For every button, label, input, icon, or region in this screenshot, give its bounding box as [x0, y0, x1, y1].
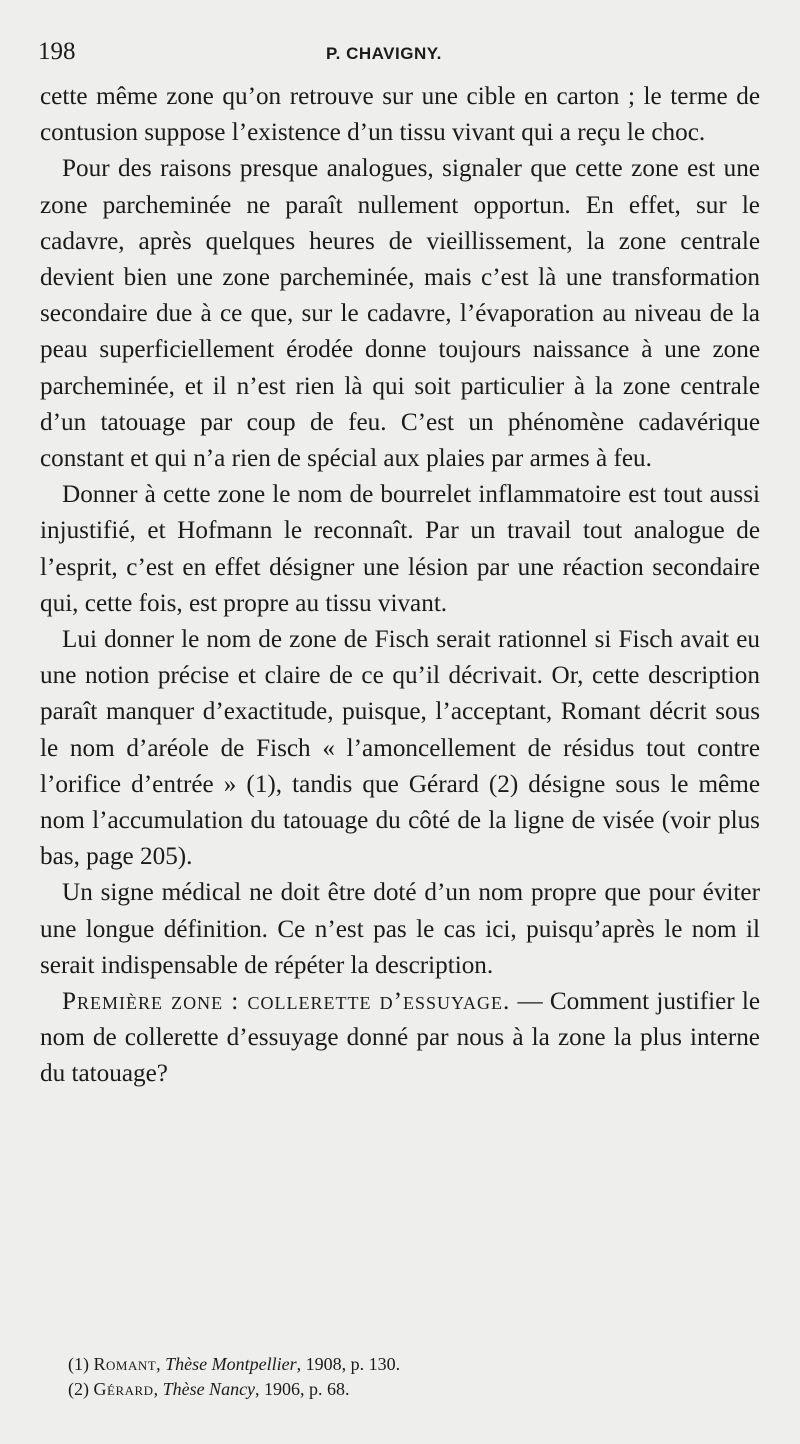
- footnote-separator: ,: [156, 1354, 166, 1374]
- section-text: Comment justifier le nom de collerette d’essuyage donné par nous à la zone la plus interne du tatouage?: [40, 988, 760, 1088]
- paragraph-signe-medical: Un signe médical ne doit être doté d’un nom propre que pour éviter une longue définition. Ce n’est pas le cas ici, puisqu’après le nom il serait indispensable de répéter la description.: [40, 879, 760, 979]
- footnotes: [68, 1352, 748, 1402]
- footnote-author: Gérard: [93, 1379, 154, 1399]
- section-heading: Première zone : collerette d’essuyage.: [62, 988, 511, 1016]
- footnote-1: [68, 1352, 748, 1377]
- footnote-rest: , 1906, p. 68.: [255, 1379, 350, 1399]
- footnote-title: Thèse Montpellier: [165, 1354, 297, 1374]
- paragraph-zone-de-fisch: Lui donner le nom de zone de Fisch serait rationnel si Fisch avait eu une notion précise et claire de ce qu’il décrivait. Or, cette description paraît manquer d’exactitude, puisque, l’acceptant, Romant décrit sous le nom d’aréole de Fisch « l’amoncellement de résidus tout contre l’orifice d’entrée » (1), tandis que Gérard (2) désigne sous le même nom l’accumulation du tatouage du côté de la ligne de visée (voir plus bas, page 205).: [40, 626, 760, 871]
- footnote-rest: , 1908, p. 130.: [296, 1354, 401, 1374]
- running-title: P. CHAVIGNY.: [326, 44, 442, 63]
- running-header: [38, 38, 760, 72]
- section-dash: —: [510, 988, 550, 1016]
- paragraph-continued: cette même zone qu’on retrouve sur une cible en carton ; le terme de contusion suppose l’existence d’un tissu vivant qui a reçu le choc.: [40, 83, 760, 147]
- footnote-marker: (2): [68, 1379, 94, 1399]
- paragraph-bourrelet: Donner à cette zone le nom de bourrelet inflammatoire est tout aussi injustifié, et Hofmann le reconnaît. Par un travail tout analogue de l’esprit, c’est en effet désigner une lésion par une réaction secondaire qui, cette fois, est propre au tissu vivant.: [40, 481, 760, 617]
- footnote-title: Thèse Nancy: [162, 1379, 256, 1399]
- footnote-2: [68, 1377, 748, 1402]
- page-number: 198: [38, 38, 76, 65]
- footnote-marker: (1): [68, 1354, 94, 1374]
- section-paragraph: [40, 984, 760, 1093]
- footnote-separator: ,: [153, 1379, 163, 1399]
- paragraph-parcheminee: Pour des raisons presque analogues, signaler que cette zone est une zone parcheminée ne paraît nullement opportun. En effet, sur le cadavre, après quelques heures de vieillissement, la zone centrale devient bien une zone parcheminée, mais c’est là une transformation secondaire due à ce que, sur le cadavre, l’évaporation au niveau de la peau superficiellement érodée donne toujours naissance à une zone parcheminée, et il n’est rien là qui soit particulier à la zone centrale d’un tatouage par coup de feu. C’est un phénomène cadavérique constant et qui n’a rien de spécial aux plaies par armes à feu.: [40, 155, 760, 473]
- body-text: [40, 79, 760, 1093]
- footnote-author: Romant: [93, 1354, 157, 1374]
